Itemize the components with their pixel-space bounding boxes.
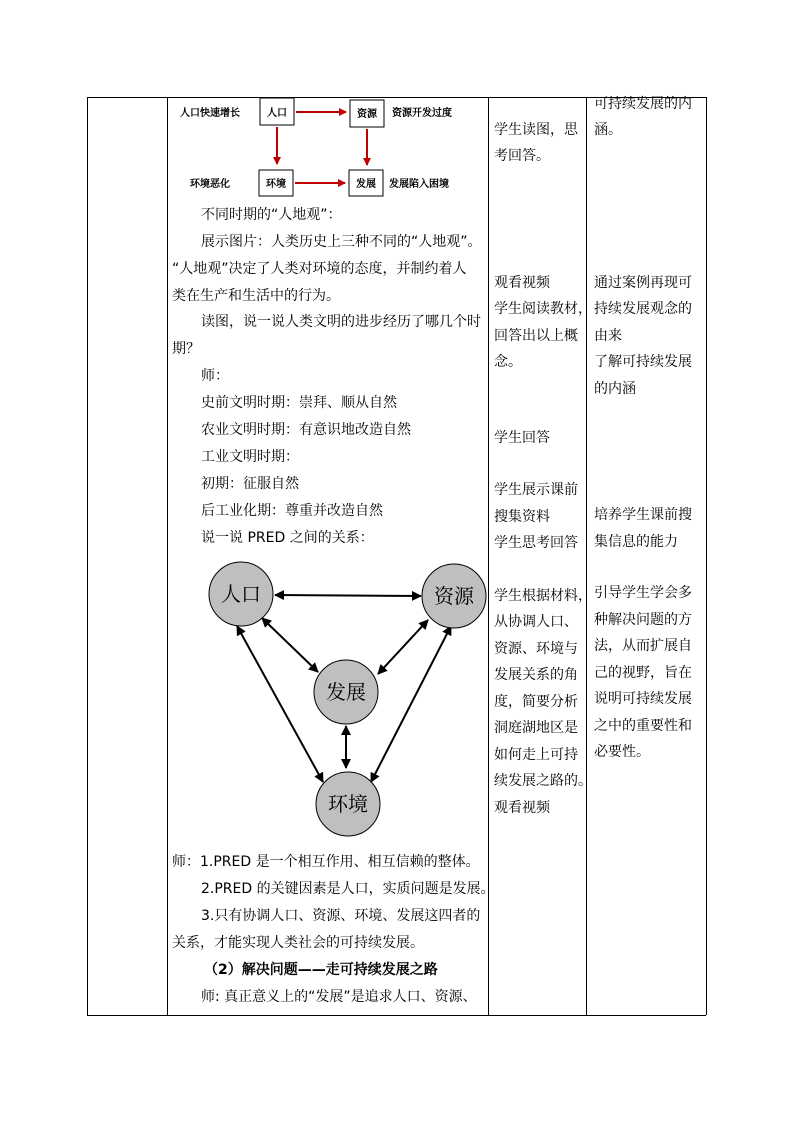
student-activity-line: 学生展示课前: [494, 482, 578, 498]
flow-label-pop-growth: 人口快速增长: [180, 108, 240, 119]
flow-box-population-label: 人口: [267, 108, 287, 119]
pred-arrow-pop-env: [237, 626, 323, 782]
pred-diagram: [195, 556, 495, 848]
pred-point-2: 2.PRED 的关键因素是人口，实质问题是发展。: [201, 881, 495, 897]
period-prehistoric: 史前文明时期：崇拜、顺从自然: [201, 395, 397, 411]
table-divider-1: [167, 97, 168, 1015]
table-divider-3: [586, 97, 587, 1015]
pred-arrow-pop-res: [275, 595, 421, 596]
student-activity-line: 回答出以上概: [494, 328, 578, 344]
design-intent-line: 说明可持续发展: [594, 691, 692, 707]
design-intent-line: 必要性。: [594, 744, 650, 760]
pred-arrow-pop-dev: [262, 618, 318, 672]
design-intent-line: 可持续发展的内: [594, 96, 692, 112]
show-pic-line: 展示图片：人类历史上三种不同的“人地观”。: [201, 234, 482, 250]
design-intent-line: 种解决问题的方: [594, 612, 692, 628]
pred-node-development-label: 发展: [326, 680, 366, 704]
pred-node-environment-label: 环境: [328, 792, 368, 816]
final-paragraph-line1: 师: 真正意义上的“发展”是追求人口、资源、: [201, 989, 477, 1005]
student-activity-line: 发展关系的角: [494, 667, 578, 683]
student-activity-line: 学生阅读教材，: [494, 301, 592, 317]
pred-arrow-res-env: [371, 626, 451, 782]
design-intent-line: 由来: [594, 328, 622, 344]
design-intent-line: 培养学生课前搜: [594, 507, 692, 523]
table-border-right: [706, 97, 707, 1015]
flow-diagram: [170, 96, 480, 200]
student-activity-line: 观看视频: [494, 275, 550, 291]
design-intent-line: 己的视野，旨在: [594, 665, 692, 681]
student-activity-line: 念。: [494, 354, 522, 370]
period-agricultural: 农业文明时期：有意识地改造自然: [201, 422, 411, 438]
table-border-bottom: [87, 1015, 706, 1016]
student-activity-line: 如何走上可持: [494, 747, 578, 763]
read-question-line2: 期？: [172, 341, 200, 357]
flow-label-dev-difficulty: 发展陷入困境: [389, 179, 449, 190]
student-activity-line: 学生根据材料，: [494, 588, 592, 604]
design-intent-line: 了解可持续发展: [594, 354, 692, 370]
period-early: 初期：征服自然: [201, 476, 299, 492]
flow-label-env-degradation: 环境恶化: [190, 179, 230, 190]
flow-box-development-label: 发展: [356, 179, 376, 190]
renditi-title: 不同时期的“人地观”：: [201, 207, 342, 223]
section-2-heading: （2）解决问题——走可持续发展之路: [204, 962, 438, 978]
period-post-industrial: 后工业化期：尊重并改造自然: [201, 503, 383, 519]
table-border-left: [87, 97, 88, 1015]
pred-node-population-label: 人口: [221, 582, 261, 606]
student-activity-line: 洞庭湖地区是: [494, 720, 578, 736]
renditi-desc-line1: “人地观”决定了人类对环境的态度，并制约着人: [172, 261, 467, 277]
student-activity-line: 学生读图，思: [494, 122, 578, 138]
student-activity-line: 续发展之路的。: [494, 773, 592, 789]
student-activity-line: 资源、环境与: [494, 641, 578, 657]
design-intent-line: 涵。: [594, 122, 622, 138]
student-activity-line: 考回答。: [494, 148, 550, 164]
pred-point-3-line2: 关系，才能实现人类社会的可持续发展。: [172, 935, 424, 951]
renditi-desc-line2: 类在生产和生活中的行为。: [172, 288, 340, 304]
design-intent-line: 通过案例再现可: [594, 275, 692, 291]
student-activity-line: 学生思考回答: [494, 535, 578, 551]
student-activity-line: 度，简要分析: [494, 694, 578, 710]
design-intent-line: 持续发展观念的: [594, 301, 692, 317]
pred-point-3-line1: 3.只有协调人口、资源、环境、发展这四者的: [201, 908, 481, 924]
design-intent-line: 集信息的能力: [594, 534, 678, 550]
design-intent-line: 之中的重要性和: [594, 718, 692, 734]
design-intent-line: 法，从而扩展自: [594, 638, 692, 654]
flow-label-resource-overuse: 资源开发过度: [392, 108, 452, 119]
pred-node-resources-label: 资源: [434, 584, 474, 608]
read-question-line1: 读图，说一说人类文明的进步经历了哪几个时: [201, 314, 481, 330]
flow-box-resources-label: 资源: [357, 109, 377, 120]
pred-arrow-res-dev: [378, 620, 428, 674]
student-activity-line: 搜集资料: [494, 509, 550, 525]
design-intent-line: 引导学生学会多: [594, 585, 692, 601]
teacher-label: 师：: [201, 368, 229, 384]
student-activity-line: 从协调人口、: [494, 614, 578, 630]
student-activity-line: 观看视频: [494, 800, 550, 816]
pred-intro: 说一说 PRED 之间的关系：: [201, 530, 374, 546]
design-intent-line: 的内涵: [594, 381, 636, 397]
period-industrial: 工业文明时期：: [201, 449, 299, 465]
flow-box-environment-label: 环境: [266, 179, 286, 190]
pred-point-1: 师：1.PRED 是一个相互作用、相互信赖的整体。: [172, 854, 480, 870]
student-activity-line: 学生回答: [494, 430, 550, 446]
